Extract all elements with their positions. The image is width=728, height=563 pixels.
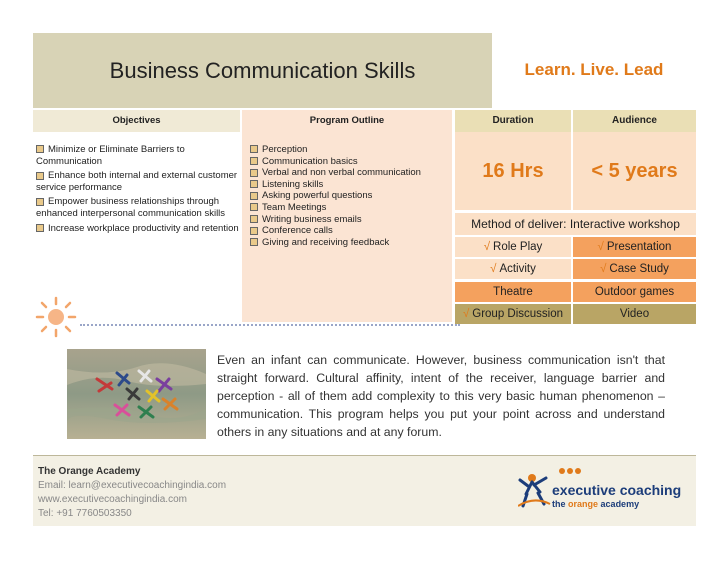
- list-item: Team Meetings: [250, 202, 450, 214]
- check-mark-icon: √: [483, 241, 491, 253]
- checkbox-bullet-icon: [250, 238, 258, 246]
- checkbox-bullet-icon: [36, 224, 44, 232]
- list-item: Verbal and non verbal communication: [250, 167, 450, 179]
- delivery-group-discussion: √ Group Discussion: [455, 304, 571, 324]
- logo-wordmark: executive coaching: [552, 482, 682, 498]
- checkbox-bullet-icon: [250, 203, 258, 211]
- delivery-case-study: √ Case Study: [573, 259, 696, 279]
- program-outline-list: [250, 144, 450, 248]
- skydivers-photo: [67, 349, 206, 439]
- checkbox-bullet-icon: [250, 169, 258, 177]
- delivery-activity: √ Activity: [455, 259, 571, 279]
- delivery-outdoor-games: Outdoor games: [573, 282, 696, 302]
- duration-value: 16 Hrs: [455, 132, 571, 210]
- delivery-presentation: √ Presentation: [573, 237, 696, 257]
- checkbox-bullet-icon: [36, 145, 44, 153]
- delivery-method: Method of deliver: Interactive workshop: [455, 213, 696, 235]
- objectives-heading: Objectives: [33, 110, 240, 132]
- list-item: Communication basics: [250, 156, 450, 168]
- check-mark-icon: √: [490, 263, 497, 275]
- dotted-divider: [80, 324, 460, 326]
- contact-phone: Tel: +91 7760503350: [38, 508, 132, 519]
- list-item: Minimize or Eliminate Barriers to Communication: [36, 144, 185, 167]
- contact-website[interactable]: www.executivecoachingindia.com: [38, 494, 187, 505]
- sun-icon: [35, 296, 77, 338]
- page-title: Business Communication Skills: [109, 58, 416, 83]
- checkbox-bullet-icon: [250, 145, 258, 153]
- audience-value: < 5 years: [573, 132, 696, 210]
- check-mark-icon: √: [462, 308, 470, 320]
- organization-name: The Orange Academy: [38, 466, 141, 477]
- check-mark-icon: √: [600, 263, 607, 275]
- list-item: Asking powerful questions: [250, 190, 450, 202]
- contact-email[interactable]: Email: learn@executivecoachingindia.com: [38, 480, 227, 491]
- duration-heading: Duration: [455, 110, 571, 132]
- list-item: Increase workplace productivity and retention: [36, 223, 241, 235]
- checkbox-bullet-icon: [250, 157, 258, 165]
- checkbox-bullet-icon: [36, 198, 44, 206]
- list-item: Enhance both internal and external customer service performance: [36, 170, 238, 193]
- list-item: Listening skills: [250, 179, 450, 191]
- program-outline-heading: Program Outline: [242, 110, 452, 132]
- delivery-role-play: √ Role Play: [455, 237, 571, 257]
- list-item: Conference calls: [250, 225, 450, 237]
- check-mark-icon: √: [597, 241, 604, 253]
- delivery-theatre: Theatre: [455, 282, 571, 302]
- checkbox-bullet-icon: [250, 192, 258, 200]
- checkbox-bullet-icon: [250, 215, 258, 223]
- objectives-list: [36, 144, 241, 237]
- tagline: Learn. Live. Lead: [524, 60, 664, 79]
- checkbox-bullet-icon: [36, 172, 44, 180]
- footer-divider: [33, 455, 696, 456]
- audience-heading: Audience: [573, 110, 696, 132]
- delivery-video: Video: [573, 304, 696, 324]
- list-item: Perception: [250, 144, 450, 156]
- list-item: Giving and receiving feedback: [250, 237, 450, 249]
- program-description: Even an infant can communicate. However, business communication isn't that straight forward. Cultural affinity, intent of the receiver, language barrier and perception - all of them add complexity to this very basic human phenomenon – communication. This program helps you put your point across and understand others in any situations and at any forum.: [217, 353, 665, 439]
- list-item: Writing business emails: [250, 214, 450, 226]
- checkbox-bullet-icon: [250, 227, 258, 235]
- logo-subtitle: the orange academy: [552, 499, 640, 509]
- list-item: Empower business relationships through enhanced interpersonal communication skills: [36, 196, 226, 219]
- checkbox-bullet-icon: [250, 180, 258, 188]
